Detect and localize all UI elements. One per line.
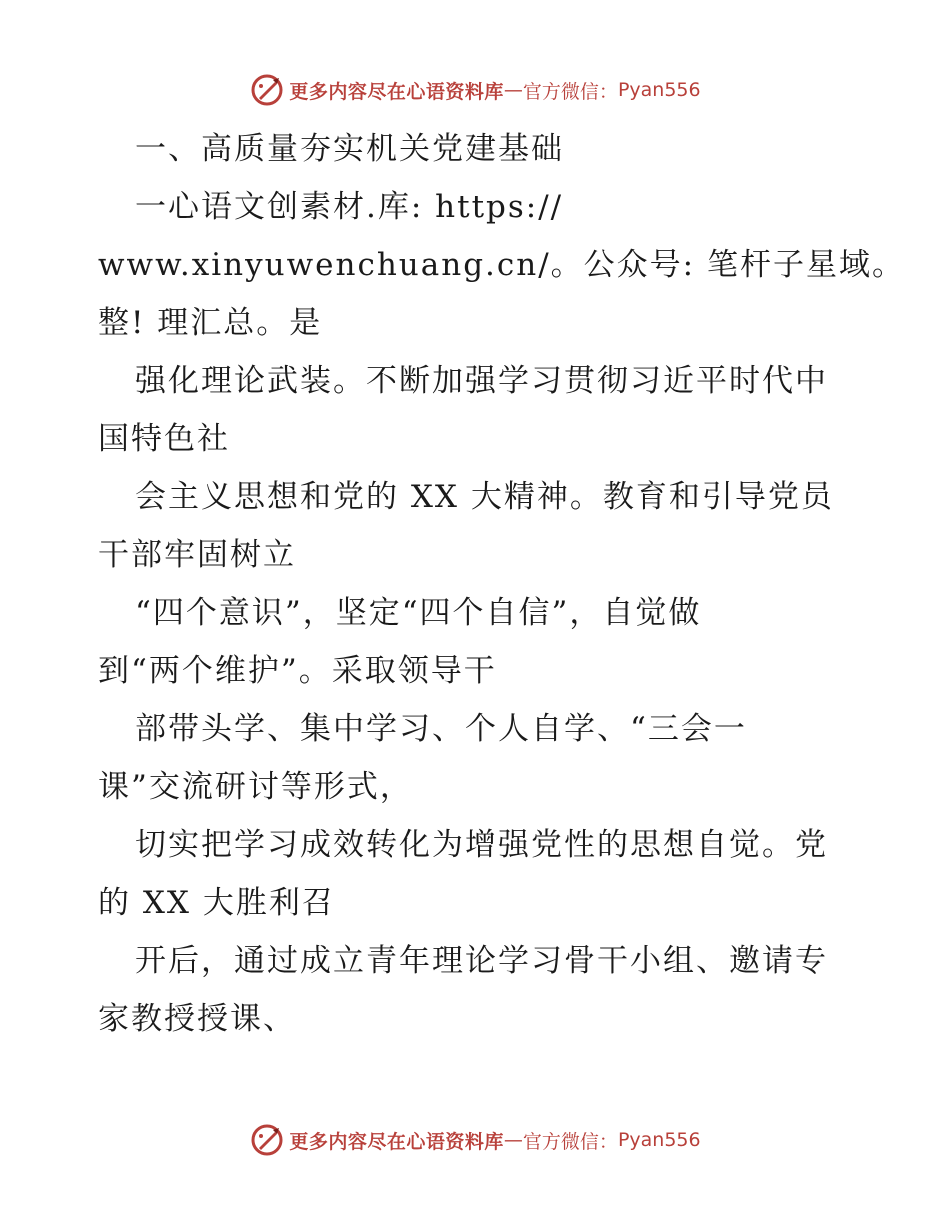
body-line: 的 XX 大胜利召 bbox=[98, 885, 335, 921]
body-line: 一心语文创素材.库: https:// bbox=[135, 189, 564, 225]
banner-dash: — bbox=[503, 79, 523, 101]
body-line: 国特色社 bbox=[98, 421, 230, 457]
banner-wechat-handle: Pyan556 bbox=[617, 1129, 701, 1151]
body-line: www.xinyuwenchuang.cn/。公众号: 笔杆子星域。 bbox=[98, 247, 905, 283]
quill-logo-icon bbox=[249, 1122, 285, 1158]
quill-logo-icon bbox=[249, 72, 285, 108]
body-line: 家教授授课、 bbox=[98, 1001, 296, 1037]
body-line: “四个意识”，坚定“四个自信”，自觉做 bbox=[135, 595, 702, 631]
banner-wechat-handle: Pyan556 bbox=[617, 79, 701, 101]
banner-brand: 更多内容尽在心语资料库 bbox=[289, 80, 504, 103]
footer-banner bbox=[0, 1120, 950, 1160]
body-line: 会主义思想和党的 XX 大精神。教育和引导党员 bbox=[135, 479, 834, 515]
body-line: 强化理论武装。不断加强学习贯彻习近平时代中 bbox=[135, 363, 828, 399]
body-line: 整! 理汇总。是 bbox=[98, 305, 323, 341]
banner-dash: — bbox=[503, 1129, 523, 1151]
banner-brand: 更多内容尽在心语资料库 bbox=[289, 1130, 504, 1153]
body-line: 开后，通过成立青年理论学习骨干小组、邀请专 bbox=[135, 943, 828, 979]
body-line: 切实把学习成效转化为增强党性的思想自觉。党 bbox=[135, 827, 828, 863]
body-line: 到“两个维护”。采取领导干 bbox=[98, 653, 497, 689]
body-line: 部带头学、集中学习、个人自学、“三会一 bbox=[135, 711, 747, 747]
banner-wechat-label: 官方微信： bbox=[522, 1130, 618, 1153]
document-body bbox=[98, 120, 905, 1048]
banner-wechat-label: 官方微信： bbox=[522, 80, 618, 103]
section-heading: 一、高质量夯实机关党建基础 bbox=[135, 131, 564, 167]
header-banner bbox=[0, 70, 950, 110]
body-line: 课”交流研讨等形式， bbox=[98, 769, 413, 805]
body-line: 干部牢固树立 bbox=[98, 537, 296, 573]
